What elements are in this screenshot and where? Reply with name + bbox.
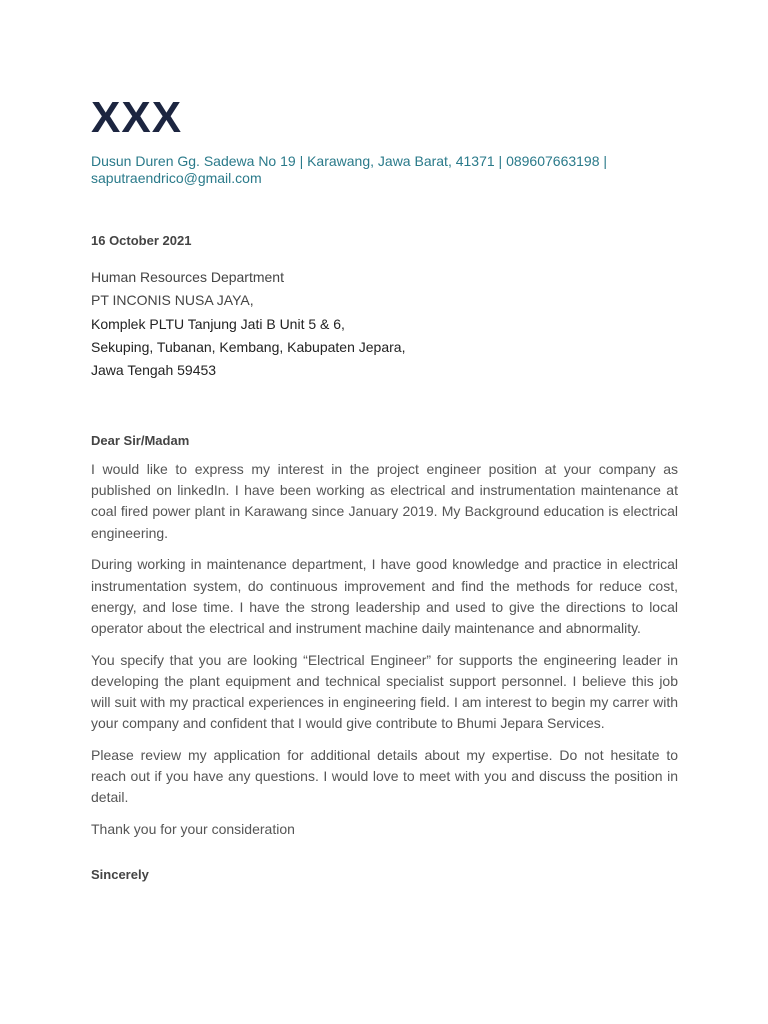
cover-letter-page <box>91 0 678 1024</box>
paragraph-thanks: Thank you for your consideration <box>91 821 295 838</box>
paragraph-call-to-action: Please review my application for additional details about my expertise. Do not hesitate to reach out if you have any questions. I would love to meet with you and discuss the position in detail. <box>91 746 678 806</box>
recipient-department: Human Resources Department <box>91 269 284 285</box>
letter-body <box>91 459 678 851</box>
recipient-district: Sekuping, Tubanan, Kembang, Kabupaten Jepara, <box>91 338 406 355</box>
recipient-address <box>91 265 405 381</box>
closing: Sincerely <box>91 867 149 882</box>
contact-address-line: Dusun Duren Gg. Sadewa No 19 | Karawang, Jawa Barat, 41371 | 089607663198 | <box>91 153 608 169</box>
recipient-street: Komplek PLTU Tanjung Jati B Unit 5 & 6, <box>91 315 345 332</box>
contact-email: saputraendrico@gmail.com <box>91 170 262 186</box>
salutation: Dear Sir/Madam <box>91 433 190 448</box>
paragraph-experience: During working in maintenance department, I have good knowledge and practice in electrical instrumentation system, do continuous improvement and find the methods for reduce cost, energy, and lose time. I have the strong leadership and used to give the directions to local operator about the electrical and instrument machine daily maintenance and abnormality. <box>91 556 678 636</box>
contact-details <box>91 153 678 187</box>
recipient-company: PT INCONIS NUSA JAYA, <box>91 292 254 309</box>
recipient-province: Jawa Tengah 59453 <box>91 362 217 379</box>
paragraph-fit: You specify that you are looking “Electrical Engineer” for supports the engineering leader in developing the plant equipment and technical specialist support personnel. I believe this job will suit with my practical experiences in engineering field. I am interest to begin my carrer with your company and confident that I would give contribute to Bhumi Jepara Services. <box>91 651 678 732</box>
applicant-name: XXX <box>91 93 183 142</box>
letter-date: 16 October 2021 <box>91 233 192 248</box>
paragraph-intro: I would like to express my interest in the project engineer position at your company as published on linkedIn. I have been working as electrical and instrumentation maintenance at coal fired power plant in Karawang since January 2019. My Background education is electrical engineering. <box>91 461 678 541</box>
